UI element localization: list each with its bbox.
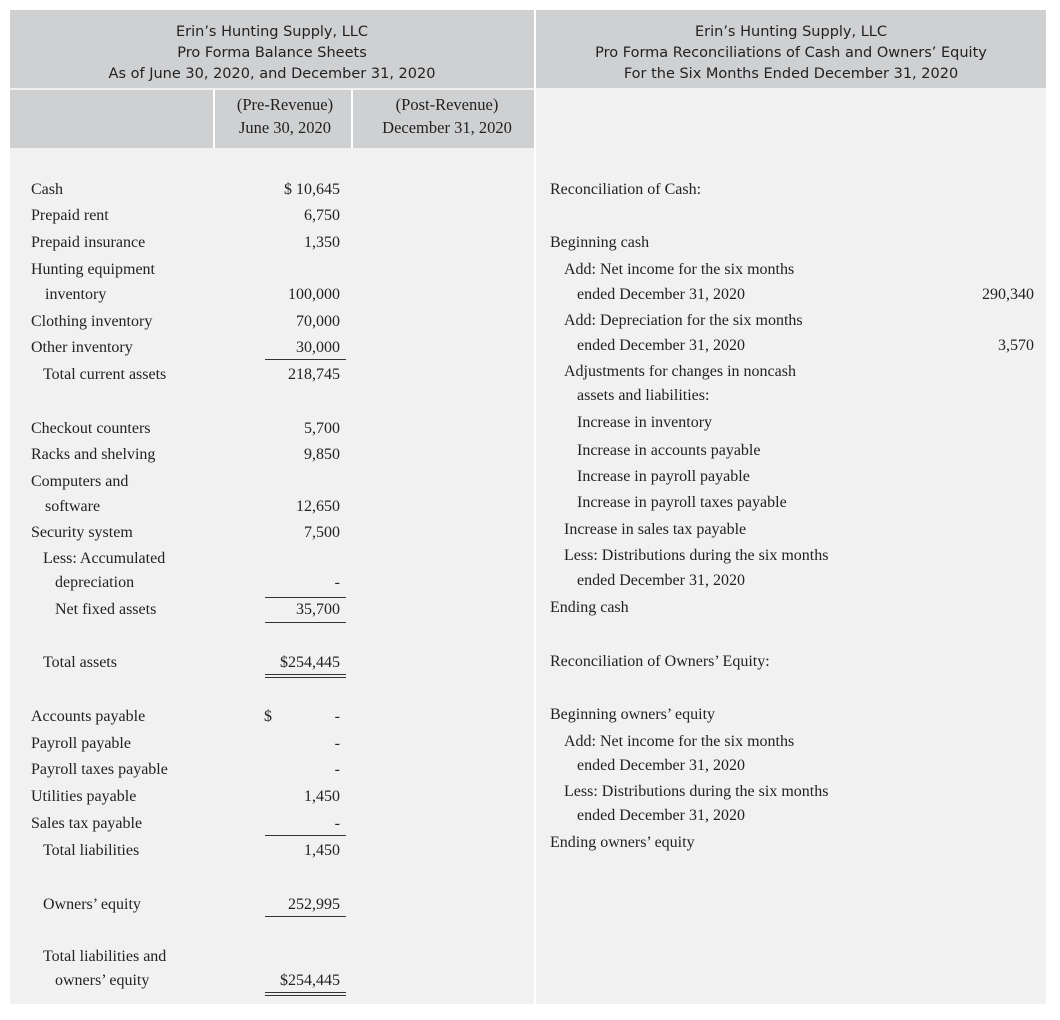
owners-equity-value: 252,995: [288, 896, 340, 913]
total-liabilities-value: 1,450: [304, 842, 340, 859]
beginning-cash-label: Beginning cash: [550, 234, 650, 251]
cash-depreciation-label-cont: ended December 31, 2020: [577, 337, 745, 354]
column-divider-1: [213, 90, 215, 148]
pre-revenue-label: (Pre-Revenue): [236, 95, 334, 114]
increase-payroll-label: Increase in payroll payable: [577, 468, 750, 485]
increase-sales-tax-label: Increase in sales tax payable: [564, 521, 747, 538]
computers-label: Computers and: [31, 473, 129, 490]
security-system-value: 7,500: [304, 524, 340, 541]
cash-net-income-label-cont: ended December 31, 2020: [577, 286, 745, 303]
fixed-assets-underline: [265, 597, 346, 598]
prepaid-insurance-label: Prepaid insurance: [31, 234, 146, 251]
ending-cash-label: Ending cash: [550, 599, 629, 616]
clothing-inventory-value: 70,000: [296, 313, 340, 330]
checkout-counters-label: Checkout counters: [31, 420, 151, 437]
equity-distributions-label-cont: ended December 31, 2020: [577, 807, 745, 824]
hunting-equipment-value: 100,000: [288, 286, 340, 303]
cash-net-income-label: Add: Net income for the six months: [564, 261, 795, 278]
total-assets-double-underline-2: [265, 677, 346, 678]
equity-reconciliation-heading: Reconciliation of Owners’ Equity:: [550, 653, 770, 670]
left-report-period: As of June 30, 2020, and December 31, 2020: [108, 66, 436, 82]
equity-net-income-label-cont: ended December 31, 2020: [577, 757, 745, 774]
sales-tax-payable-label: Sales tax payable: [31, 815, 143, 832]
total-assets-label: Total assets: [43, 654, 117, 671]
net-fixed-assets-value: 35,700: [296, 601, 340, 618]
prepaid-rent-label: Prepaid rent: [31, 207, 109, 224]
left-company-name: Erin’s Hunting Supply, LLC: [175, 24, 369, 40]
payroll-taxes-payable-value: -: [334, 761, 340, 778]
post-revenue-column-header: [360, 93, 534, 139]
cash-net-income-value: 290,340: [982, 286, 1034, 303]
utilities-payable-value: 1,450: [304, 788, 340, 805]
prepaid-insurance-value: 1,350: [304, 234, 340, 251]
security-system-label: Security system: [31, 524, 133, 541]
accum-depreciation-value: -: [334, 574, 340, 591]
total-liabilities-label: Total liabilities: [43, 842, 140, 859]
total-assets-double-underline-1: [265, 674, 346, 675]
increase-ap-label: Increase in accounts payable: [577, 442, 761, 459]
sales-tax-payable-value: -: [334, 815, 340, 832]
hunting-equipment-label: Hunting equipment: [31, 261, 155, 278]
total-liab-equity-value: $254,445: [280, 972, 340, 989]
accounts-payable-value: -: [334, 708, 340, 725]
net-fixed-assets-label: Net fixed assets: [55, 601, 157, 618]
total-liab-equity-double-underline-1: [265, 992, 346, 993]
accum-depreciation-label: Less: Accumulated: [43, 550, 166, 567]
total-liab-equity-label: Total liabilities and: [43, 948, 167, 965]
racks-shelving-value: 9,850: [304, 446, 340, 463]
checkout-counters-value: 5,700: [304, 420, 340, 437]
payroll-payable-value: -: [334, 735, 340, 752]
current-assets-underline: [265, 359, 346, 360]
total-assets-value: $254,445: [280, 654, 340, 671]
post-revenue-label: (Post-Revenue): [395, 95, 499, 114]
net-fixed-assets-underline: [265, 622, 346, 623]
total-liab-equity-label-cont: owners’ equity: [55, 972, 150, 989]
cash-distributions-label: Less: Distributions during the six months: [564, 547, 829, 564]
total-current-assets-value: 218,745: [288, 366, 340, 383]
right-company-name: Erin’s Hunting Supply, LLC: [694, 24, 888, 40]
adjustments-label-cont: assets and liabilities:: [577, 387, 710, 404]
other-inventory-value: 30,000: [296, 339, 340, 356]
payroll-payable-label: Payroll payable: [31, 735, 131, 752]
ending-equity-label: Ending owners’ equity: [550, 834, 695, 851]
clothing-inventory-label: Clothing inventory: [31, 313, 153, 330]
equity-distributions-label: Less: Distributions during the six months: [564, 783, 829, 800]
other-inventory-label: Other inventory: [31, 339, 133, 356]
racks-shelving-label: Racks and shelving: [31, 446, 156, 463]
balance-sheet-header: [10, 10, 534, 88]
increase-inventory-label: Increase in inventory: [577, 414, 713, 431]
reconciliation-header: [536, 10, 1046, 88]
prepaid-rent-value: 6,750: [304, 207, 340, 224]
equity-net-income-label: Add: Net income for the six months: [564, 733, 795, 750]
pre-revenue-date: June 30, 2020: [238, 118, 332, 137]
owners-equity-underline: [265, 916, 346, 917]
accounts-payable-currency: $: [264, 708, 272, 725]
hunting-equipment-label-cont: inventory: [45, 286, 107, 303]
adjustments-label: Adjustments for changes in noncash: [564, 363, 796, 380]
total-liab-equity-double-underline-2: [265, 995, 346, 996]
cash-depreciation-value: 3,570: [998, 337, 1034, 354]
computers-value: 12,650: [296, 498, 340, 515]
accum-depreciation-label-cont: depreciation: [55, 574, 135, 591]
left-report-title: Pro Forma Balance Sheets: [177, 45, 367, 61]
column-header-band: [10, 90, 534, 148]
post-revenue-date: December 31, 2020: [382, 118, 512, 137]
cash-value: $ 10,645: [284, 181, 340, 198]
payroll-taxes-payable-label: Payroll taxes payable: [31, 761, 168, 778]
total-current-assets-label: Total current assets: [43, 366, 167, 383]
cash-reconciliation-heading: Reconciliation of Cash:: [550, 181, 702, 198]
cash-depreciation-label: Add: Depreciation for the six months: [564, 312, 803, 329]
cash-distributions-label-cont: ended December 31, 2020: [577, 572, 745, 589]
utilities-payable-label: Utilities payable: [31, 788, 137, 805]
right-report-period: For the Six Months Ended December 31, 2020: [623, 66, 959, 82]
right-report-title: Pro Forma Reconciliations of Cash and Owners’ Equity: [595, 45, 987, 61]
owners-equity-label: Owners’ equity: [43, 896, 141, 913]
pre-revenue-column-header: [215, 93, 355, 139]
cash-label: Cash: [31, 181, 63, 198]
column-divider-2: [351, 90, 353, 148]
beginning-equity-label: Beginning owners’ equity: [550, 706, 716, 723]
liabilities-underline: [265, 835, 346, 836]
accounts-payable-label: Accounts payable: [31, 708, 146, 725]
computers-label-cont: software: [45, 498, 101, 515]
increase-payroll-taxes-label: Increase in payroll taxes payable: [577, 494, 787, 511]
